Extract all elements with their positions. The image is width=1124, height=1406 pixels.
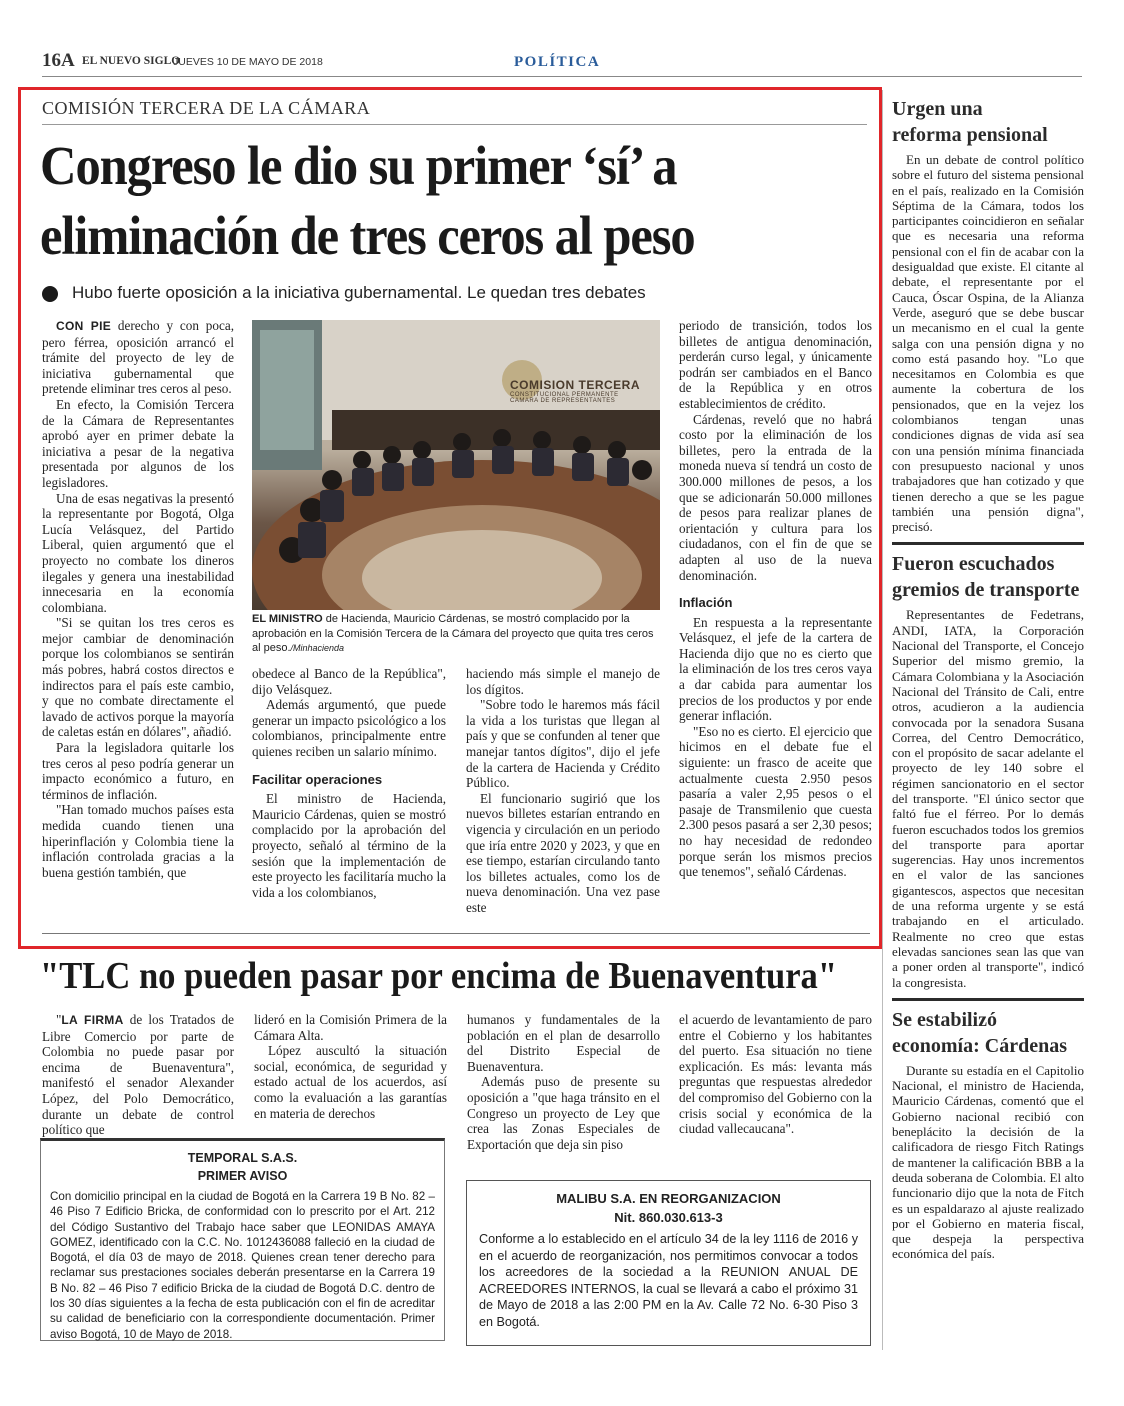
main-col-1: CON PIE derecho y con poca, pero férrea, oposición arrancó el trámite del proyecto de ley de iniciativa gubernamental que pretende eliminar tres ceros al peso. En efecto, la Comisión Tercera de la Cámara de Representantes aprobó ayer en primer debate la iniciativa a pesar de la negativa presentada por algunos de los legisladores. Una de esas negativas la presentó la representante por Bogotá, Olga Lucía Velásquez, del Partido Liberal, quien argumentó que el proyecto no combate los dineros ilegales y genera una inestabilidad innecesaria en la economía colombiana. "Si se quitan los tres ceros es mejor cambiar de denominación porque los colombianos se sentirán más pobres, habrá costos directos e indirectos para el país este cambio, y que no combate directamente el lavado de activos porque la mayoría de caletas están en dólares", añadió. Para la legisladora quitarle los tres ceros al peso podría generar un impacto económico a futuro, en términos de inflación. "Han tomado muchos países esta medida cuando tienen una hiperinflación y Colombia tiene la inflación controlada gracias a la buena gestión también, que <box>42 318 234 880</box>
tlc-col-4: el acuerdo de levantamiento de paro entre el Cobierno y los habitantes del puerto. Esa situación no tiene explicación. Es más: levanta más preguntas que respuestas alrededor del compromiso del Gobierno con la crisis social y económica de la ciudad vallecaucana". <box>679 1012 873 1137</box>
sidebar-body: Representantes de Fedetrans, ANDI, IATA, la Corporación Nacional del Transporte, el Concejo Superior del mismo gremio, la Cámara Colombiana y la Asociación Nacional del Tránsito de Cali, entre otros, acudieron a la audiencia convocada por la senadora Susana Correa, del Centro Democrático, con el propósito de sacar adelante el proyecto de ley 140 sobre el régimen sancionatorio en el sector del transporte. "El único sector que faltó fue el férreo. Por lo demás fueron escuchados todos los gremios del transporte para aportar sugerencias. Hay unos incrementos en el valor de las sanciones gigantescos, aspectos que necesitan de una reforma urgente y se está trabajando en el articulado. Realmente no creo que estas elevadas sanciones sean las que van a poner orden al transporte", indicó la congresista. <box>892 607 1084 990</box>
paragraph: En efecto, la Comisión Tercera de la Cámara de Representantes aprobó ayer en primer debate la iniciativa a pesar de la negativa presentada por algunos de los legisladores. <box>42 396 234 490</box>
sidebar-rule <box>882 90 883 1350</box>
kicker-rule <box>42 124 867 125</box>
sidebar-body: Durante su estadía en el Capitolio Nacional, el ministro de Hacienda, Mauricio Cárdenas, comentó que el Gobierno nacional recibió con beneplácito la decisión de la calificadora de riesgo Fitch Ratings de mantener la calificación BBB a la deuda soberana de Colombia. El alto funcionario dijo que la nota de Fitch es un espaldarazo al ajuste realizado por el Gobierno en materia fiscal, que despeja la perspectiva económica del país. <box>892 1062 1084 1262</box>
sidebar <box>892 96 1084 1262</box>
paragraph: obedece al Banco de la República", dijo Velásquez. <box>252 666 446 697</box>
tlc-headline: "TLC no pueden pasar por encima de Buenaventura" <box>40 955 838 997</box>
bullet-icon <box>42 286 58 302</box>
section-subhead: Facilitar operaciones <box>252 771 383 787</box>
article-kicker: COMISIÓN TERCERA DE LA CÁMARA <box>42 98 371 118</box>
paragraph: "Han tomado muchos países esta medida cuando tienen una hiperinflación y Colombia tiene la inflación controlada gracias a la buena gestión también, que <box>42 802 234 880</box>
paragraph: periodo de transición, todos los billetes de antigua denominación, perderán curso legal, y únicamente podrán ser cambiados en el Banco de la República y en otros establecimientos de crédito. <box>679 318 872 411</box>
sidebar-story-economy <box>892 1007 1084 1262</box>
paragraph: El funcionario sugirió que los nuevos billetes estarían entrando en vigencia y circulación en un periodo que iría entre 2020 y 2023, y que en ese tiempo, estarían circulando tanto los billetes actuales, como los de nueva denominación. Una vez pase este <box>466 790 660 915</box>
paragraph: "Si se quitan los tres ceros es mejor cambiar de denominación porque los colombianos se sentirán más pobres, habrá costos directos e indirectos para el país este cambio, y que no combate directamente el lavado de activos porque la mayoría de caletas están en dólares", añadió. <box>42 615 234 740</box>
sidebar-heading: Urgen una reforma pensional <box>892 98 1048 146</box>
masthead-rule <box>42 76 1082 77</box>
ad-subtitle: Nit. 860.030.613-3 <box>614 1210 723 1225</box>
paragraph: Para la legisladora quitarle los tres ceros al peso podría generar un impacto económico a futuro, en términos de inflación. <box>42 740 234 802</box>
photo-sign: COMISION TERCERA CONSTITUCIONAL PERMANENTE CAMARA DE REPRESENTANTES <box>510 378 641 404</box>
ad-temporal <box>40 1138 445 1341</box>
paper-name: EL NUEVO SIGLO <box>82 55 181 67</box>
photo-scene <box>252 320 660 610</box>
article-photo <box>252 320 660 610</box>
main-headline <box>40 131 813 271</box>
sidebar-divider <box>892 998 1084 1001</box>
tlc-col-3: humanos y fundamentales de la población en el plan de desarrollo del Distrito Especial de Buenaventura. Además puso de presente su oposición a "que haga tránsito en el Congreso un proyecto de Ley que crea las Zonas Especiales de Exportación que deja sin piso <box>467 1012 660 1152</box>
subhead-text: Hubo fuerte oposición a la iniciativa gubernamental. Le quedan tres debates <box>72 283 646 302</box>
ad-malibu <box>466 1180 871 1346</box>
sidebar-divider <box>892 542 1084 545</box>
section-subhead: Inflación <box>679 595 733 611</box>
ad-body: Con domicilio principal en la ciudad de Bogotá en la Carrera 19 B No. 82 – 46 Piso 7 Edificio Bricka, de conformidad con lo prescrito por el Art. 212 del Código Sustantivo del Trabajo hace saber que LEONIDAS AMAYA GOMEZ, identificado con la C.C. No. 1012436088 falleció en la ciudad de Bogotá, el día 03 de mayo de 2018. Quienes crean tener derecho para reclamar sus prestaciones sociales deberán presentarse en la Carrera 19 B No. 82 – 46 Piso 7 edificio Bricka de la ciudad de Bogotá D.C. dentro de los 30 días siguientes a la fecha de esta publicación con el fin de acreditar su calidad de beneficiario con la correspondiente documentación. Primer aviso Bogotá, 10 de Mayo de 2018. <box>50 1190 435 1341</box>
headline-line-2: eliminación de tres ceros al peso <box>40 205 695 266</box>
photo-caption: EL MINISTRO de Hacienda, Mauricio Cárdenas, se mostró complacido por la aprobación en la Comisión Tercera de la Cámara del proyecto que quita tres ceros al peso./Minhacienda <box>252 613 654 654</box>
paragraph: haciendo más simple el manejo de los dígitos. <box>466 666 660 697</box>
headline-line-1: Congreso le dio su primer ‘sí’ a <box>40 135 677 196</box>
page-number: 16A <box>42 50 75 71</box>
ad-subtitle: PRIMER AVISO <box>197 1169 288 1183</box>
main-col-2 <box>252 666 446 900</box>
paragraph: Una de esas negativas la presentó la representante por Bogotá, Olga Lucía Velásquez, del Partido Liberal, quien argumentó que el proyecto no combate los dineros ilegales y genera una inestabilidad innecesaria en la economía colombiana. <box>42 490 234 615</box>
ad-title: TEMPORAL S.A.S. <box>187 1151 298 1165</box>
ad-title: MALIBU S.A. EN REORGANIZACION <box>556 1191 781 1206</box>
tlc-col-2: lideró en la Comisión Primera de la Cámara Alta. López auscultó la situación social, económica, de seguridad y estado actual de los acuerdos, así como la evaluación a las garantías en materia de derechos <box>254 1012 447 1121</box>
main-col-4 <box>679 318 872 880</box>
tlc-col-1: "LA FIRMA de los Tratados de Libre Comercio por parte de Colombia no puede pasar por encima de Buenaventura", manifestó el senador Alexander López, del Polo Democrático, durante un debate de control político que <box>42 1012 235 1138</box>
sidebar-heading: Fueron escuchados gremios de transporte <box>892 553 1080 602</box>
sidebar-body: En un debate de control político sobre el futuro del sistema pensional en el país, realizado en la Comisión Séptima de la Cámara, todos los participantes coincidieron en señalar que es necesaria una reforma pensional con el fin de acabar con la desigualdad que existe. El citante al debate, el representante por el Cauca, Óscar Ospina, de la Alianza Verde, aseguró que se debe buscar un mecanismo en el cual la gente salga con una pensión digna y no como está pasando hoy. "Lo que necesitamos en Colombia es que aumente la cobertura de los pensionados, que en la vejez los colombianos tengan unas condiciones dignas de vida así sea con una pensión mínima financiada con presupuesto nacional y unos trabajadores que han cotizado y que tienen derecho a que se les pague también una pensión digna", precisó. <box>892 152 1084 535</box>
paragraph: En respuesta a la representante Velásquez, el jefe de la cartera de Hacienda dijo que no es cierto que la eliminación de los tres ceros vaya a dar cabida para aumentar los precios de los productos y por ende generar inflación. <box>679 614 872 724</box>
article-divider <box>42 933 870 934</box>
paragraph: El ministro de Hacienda, Mauricio Cárdenas, quien se mostró complacido por la aprobación del proyecto, señaló al término de la sesión que la implementación de este proyecto les facilitaría mucho la vida a los colombianos, <box>252 791 446 900</box>
main-col-3 <box>466 666 660 916</box>
photo-credit: /Minhacienda <box>290 643 345 653</box>
lead-in: CON PIE <box>56 319 112 333</box>
sidebar-story-pension <box>892 96 1084 534</box>
section-name: POLÍTICA <box>514 54 601 70</box>
sidebar-story-transport <box>892 551 1084 989</box>
subhead <box>42 283 872 305</box>
issue-date: JUEVES 10 DE MAYO DE 2018 <box>173 56 323 68</box>
sidebar-heading: Se estabilizó economía: Cárdenas <box>892 1008 1067 1057</box>
paragraph: "Eso no es cierto. El ejercicio que hicimos en el debate fue el siguiente: un frasco de aceite que actualmente cuesta 2.950 pesos pasaría a valer 2,95 pesos o el pasaje de Transmilenio que cuesta 2.300 pesos pasará a ser 2,30 pesos; no hay necesidad de redondeo porque serán los mismos precios que tenemos", señaló Cárdenas. <box>679 723 872 880</box>
paragraph: Cárdenas, reveló que no habrá costo por la eliminación de los billetes, pero la entrada de la moneda nueva sí tendrá un costo de 300.000 millones de pesos, a los que se adicionarán 50.000 millones de pesos para realizar planes de orientación y cultura para los ciudadanos, con el fin de que se adapten al uso de la nueva denominación. <box>679 411 872 583</box>
paragraph: Además argumentó, que puede generar un impacto psicológico a los colombianos, principalmente entre quienes reciben un salario mínimo. <box>252 697 446 759</box>
masthead <box>42 50 1082 76</box>
paragraph: "Sobre todo le haremos más fácil la vida a los turistas que llegan al país y que se confunden al tener que manejar tantos dígitos", dijo el jefe de la cartera de Hacienda y Crédito Público. <box>466 697 660 791</box>
ad-body: Conforme a lo establecido en el artículo 34 de la ley 1116 de 2016 y en el acuerdo de reorganización, nos permitimos convocar a todos los acreedores de la sociedad a la REUNION ANUAL DE ACREEDORES INTERNOS, la cual se llevará a cabo el próximo 31 de Mayo de 2018 a las 2:00 PM en la Av. Calle 72 No. 6-30 Piso 3 en Bogotá. <box>479 1232 858 1329</box>
